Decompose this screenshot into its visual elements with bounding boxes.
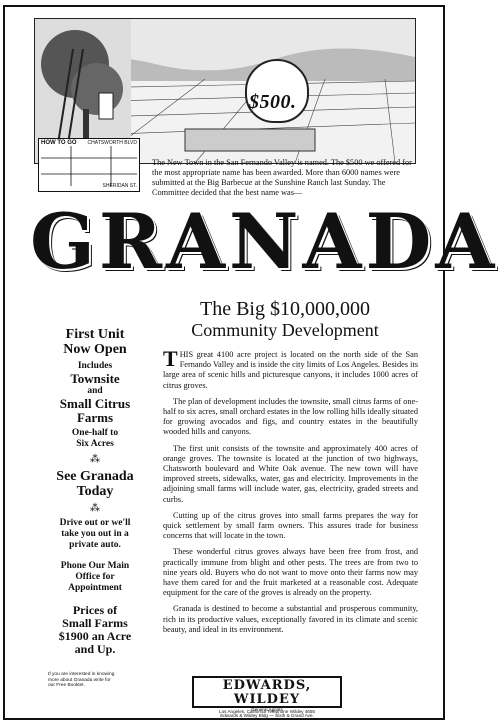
sidebar-line: Prices of — [72, 603, 118, 617]
map-title: HOW TO GO — [41, 140, 77, 146]
paragraph — [163, 346, 418, 391]
sidebar-line: $1900 an Acre — [58, 629, 132, 643]
agent-line: Edwards & Wildey Bldg — Sixth & Grand Ave. — [220, 712, 314, 718]
subhead-development: Community Development — [191, 320, 379, 340]
sidebar-line: Farms — [76, 410, 114, 425]
paragraph: Cutting up of the citrus groves into small farms prepares the way for quick settlement by small farm owners. This assures trade for business concerns that will locate in the town. — [163, 510, 418, 541]
booklet-note: If you are interested in knowing more about Granada write for our Free Booklet. — [48, 672, 115, 688]
body-copy — [163, 346, 418, 641]
sidebar-line: Phone Our Main — [60, 561, 130, 571]
drop-cap: T — [163, 346, 178, 371]
sidebar-line: Includes — [77, 361, 113, 371]
sidebar-line: private auto. — [69, 540, 121, 550]
paragraph: The plan of development includes the townsite, small citrus farms of one-half to six acres, small orchard estates in the low rolling hills ideally situated for growing avocados and figs, and country estates in the beautifully wooded hills and canyons. — [163, 396, 418, 437]
sidebar-line: Small Farms — [62, 616, 128, 630]
sidebar-line: take you out in a — [61, 529, 129, 539]
announcement-text: The New Town in the San Fernando Valley is named. The $500 we offered for the most appropriate name has been awarded. More than 6000 names were submitted at the Big Barbecue at the Sunshine Ranch last Sunday. The Committee decided that the best name was— — [152, 158, 412, 197]
sidebar-line: First Unit — [65, 327, 125, 342]
paragraph: These wonderful citrus groves always have been free from frost, and practically immune from blight and other pests. The trees are from two to nine years old. Buyers who do not want to move onto their farms now may have them cared for and the fruit marketed at a reasonable cost. Adequate equipment for the care of the groves is already on the property. — [163, 547, 418, 598]
sidebar-line: Appointment — [68, 583, 122, 593]
paragraph: Granada is destined to become a substantial and prosperous community, rich in its productive values, exceptionally favored in its climate and scenic beauty, and ideal in its environment. — [163, 604, 418, 634]
sidebar-line: Office for — [75, 572, 115, 582]
map-label: CHATSWORTH BLVD — [87, 140, 137, 146]
sidebar — [40, 327, 150, 689]
paragraph: The first unit consists of the townsite and approximately 400 acres of orange groves. The townsite is located at the junction of two highways, Chatsworth boulevard and White Oak avenue. The new town will have improved streets, sidewalks, water, gas and electricity. Improvements in the adjoining small farms will include water, gas, electricity, graded streets and curbs. — [163, 443, 418, 504]
sidebar-line: Small Citrus — [59, 396, 131, 411]
ornament-icon: ⁂ — [90, 503, 100, 514]
directions-map — [38, 138, 140, 192]
agent-contact — [192, 709, 342, 714]
sidebar-line: Today — [76, 484, 114, 499]
map-sublabel: SHERIDAN ST. — [102, 183, 137, 189]
sidebar-line: and — [87, 386, 103, 396]
agent-city: Los Angeles, California — [219, 709, 267, 714]
sidebar-line: Drive out or we'll — [59, 518, 131, 528]
agent-line: General Agents — [251, 707, 283, 712]
agent-name: EDWARDS, WILDEY — [222, 678, 312, 707]
ornament-icon: ⁂ — [90, 454, 100, 465]
prize-amount: $500. — [249, 91, 297, 113]
subhead-amount: The Big $10,000,000 — [200, 298, 370, 320]
agent-phone: Telephone Wildey 4655 — [267, 709, 315, 714]
sidebar-line: Six Acres — [76, 439, 114, 449]
sidebar-line: See Granada — [56, 469, 134, 484]
sidebar-line: Now Open — [63, 342, 127, 357]
paragraph-text: HIS great 4100 acre project is located on the north side of the San Fernando Valley and is inside the city limits of Los Angeles. Besides its large area of scenic hills and picturesque canyons, it includes 1000 acres of citrus groves. — [163, 350, 418, 390]
sidebar-line: Townsite — [70, 371, 120, 386]
road-map-icon — [41, 146, 137, 186]
sidebar-line: One-half to — [71, 428, 119, 438]
sidebar-line: and Up. — [74, 642, 116, 656]
headline: GRANADA — [30, 197, 498, 286]
